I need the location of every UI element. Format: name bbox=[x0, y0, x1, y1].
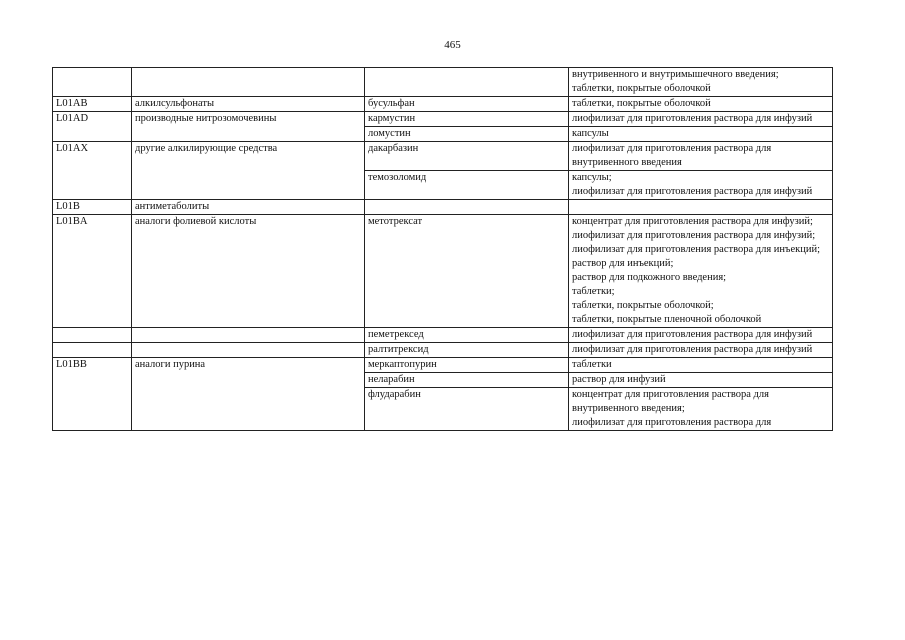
drug-table bbox=[52, 67, 833, 431]
group-cell: аналоги пурина bbox=[132, 358, 365, 431]
atc-code-cell: L01B bbox=[53, 200, 132, 215]
dosage-form-cell: раствор для инфузий bbox=[569, 373, 833, 388]
drug-name-cell: ралтитрексид bbox=[365, 343, 569, 358]
table-row bbox=[53, 200, 833, 215]
drug-name-cell: меркаптопурин bbox=[365, 358, 569, 373]
dosage-form-cell: концентрат для приготовления раствора для внутривенного введения; лиофилизат для приготовления раствора для bbox=[569, 388, 833, 431]
table-row bbox=[53, 215, 833, 328]
group-cell: антиметаболиты bbox=[132, 200, 365, 215]
dosage-form-cell: внутривенного и внутримышечного введения; таблетки, покрытые оболочкой bbox=[569, 68, 833, 97]
drug-name-cell: неларабин bbox=[365, 373, 569, 388]
atc-code-cell: L01BB bbox=[53, 358, 132, 431]
dosage-form-cell: концентрат для приготовления раствора для инфузий; лиофилизат для приготовления раствора для инфузий; лиофилизат для приготовления раствора для инъекций; раствор для инъекций; раствор для подкожного введения; таблетки; таблетки, покрытые оболочкой; таблетки, покрытые пленочной оболочкой bbox=[569, 215, 833, 328]
drug-name-cell: метотрексат bbox=[365, 215, 569, 328]
group-cell bbox=[132, 343, 365, 358]
table-row bbox=[53, 328, 833, 343]
table-row bbox=[53, 343, 833, 358]
group-cell: другие алкилирующие средства bbox=[132, 142, 365, 200]
group-cell bbox=[132, 328, 365, 343]
table-row bbox=[53, 68, 833, 97]
drug-name-cell bbox=[365, 68, 569, 97]
dosage-form-cell: лиофилизат для приготовления раствора для внутривенного введения bbox=[569, 142, 833, 171]
dosage-form-cell: лиофилизат для приготовления раствора для инфузий bbox=[569, 112, 833, 127]
atc-code-cell: L01AD bbox=[53, 112, 132, 142]
atc-code-cell bbox=[53, 328, 132, 343]
drug-name-cell: темозоломид bbox=[365, 171, 569, 200]
drug-name-cell: флударабин bbox=[365, 388, 569, 431]
group-cell bbox=[132, 68, 365, 97]
dosage-form-cell: таблетки, покрытые оболочкой bbox=[569, 97, 833, 112]
dosage-form-cell: лиофилизат для приготовления раствора для инфузий bbox=[569, 343, 833, 358]
dosage-form-cell: капсулы; лиофилизат для приготовления раствора для инфузий bbox=[569, 171, 833, 200]
dosage-form-cell: капсулы bbox=[569, 127, 833, 142]
group-cell: аналоги фолиевой кислоты bbox=[132, 215, 365, 328]
group-cell: алкилсульфонаты bbox=[132, 97, 365, 112]
atc-code-cell bbox=[53, 343, 132, 358]
table-row bbox=[53, 97, 833, 112]
atc-code-cell: L01AX bbox=[53, 142, 132, 200]
table-row bbox=[53, 112, 833, 127]
dosage-form-cell bbox=[569, 200, 833, 215]
drug-name-cell: пеметрексед bbox=[365, 328, 569, 343]
table-row bbox=[53, 358, 833, 373]
drug-name-cell: ломустин bbox=[365, 127, 569, 142]
dosage-form-cell: лиофилизат для приготовления раствора для инфузий bbox=[569, 328, 833, 343]
drug-name-cell: дакарбазин bbox=[365, 142, 569, 171]
drug-name-cell: бусульфан bbox=[365, 97, 569, 112]
table-row bbox=[53, 142, 833, 171]
group-cell: производные нитрозомочевины bbox=[132, 112, 365, 142]
drug-name-cell bbox=[365, 200, 569, 215]
atc-code-cell: L01BA bbox=[53, 215, 132, 328]
atc-code-cell bbox=[53, 68, 132, 97]
page-number: 465 bbox=[444, 39, 461, 51]
drug-name-cell: кармустин bbox=[365, 112, 569, 127]
atc-code-cell: L01AB bbox=[53, 97, 132, 112]
dosage-form-cell: таблетки bbox=[569, 358, 833, 373]
